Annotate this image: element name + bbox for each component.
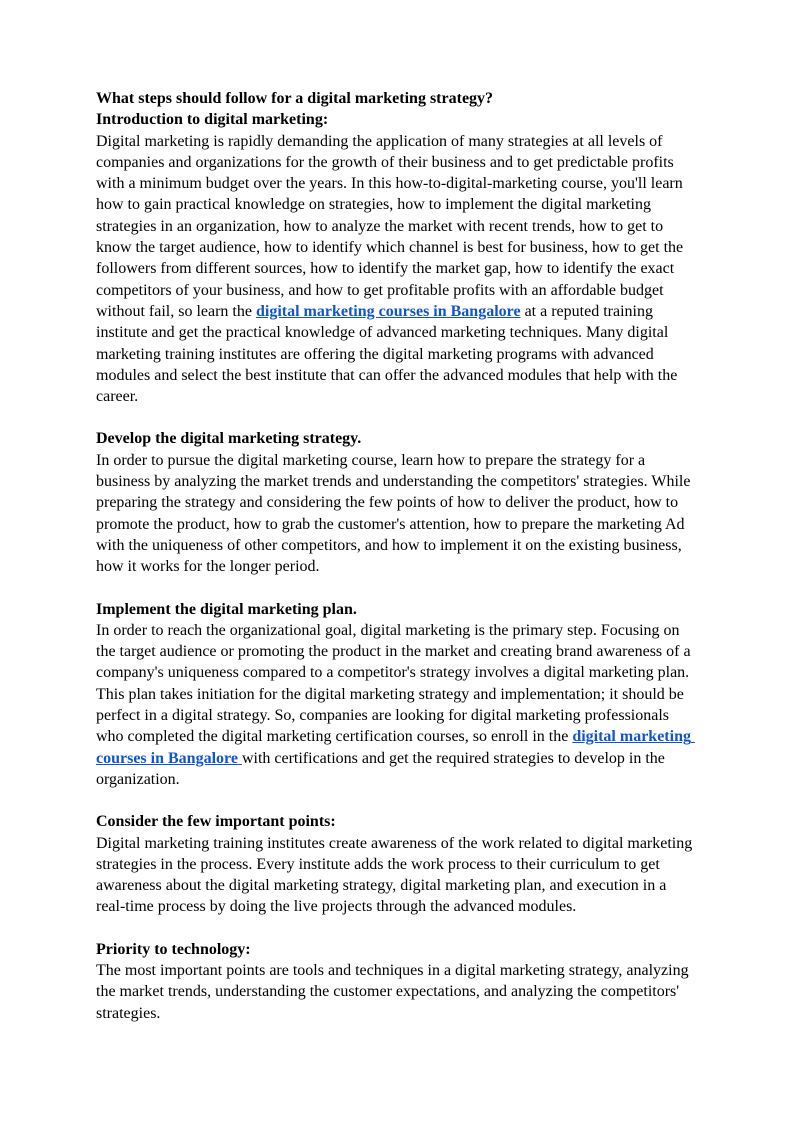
paragraph-text: In order to reach the organizational goal, digital marketing is the primary step. Focusing on the target audience or promoting the product in the market and creating brand awareness of a company's uniqueness compared to a competitor's strategy involves a digital marketing plan. This plan takes initiation for the digital marketing strategy and implementation; it should be perfect in a digital strategy. So, companies are looking for digital marketing professionals who completed the digital marketing certification courses, so enroll in the (96, 621, 691, 746)
paragraph-text: with certifications and get the required strategies to develop in the organization. (96, 749, 665, 788)
paragraph-text: Digital marketing is rapidly demanding the application of many strategies at all levels of companies and organizations for the growth of their business and to get predictable profits with a minimum budget over the years. In this how-to-digital-marketing course, you'll learn how to gain practical knowledge on strategies, how to implement the digital marketing strategies in an organization, how to analyze the market with recent trends, how to get to know the target audience, how to identify which channel is best for business, how to get the followers from different sources, how to identify the market gap, how to identify the exact competitors of your business, and how to get profitable profits with an affordable budget without fail, so learn the (96, 132, 684, 320)
paragraph (96, 620, 696, 790)
section-implement-plan (96, 599, 696, 791)
document-title: What steps should follow for a digital marketing strategy? (96, 90, 494, 107)
link-digital-marketing-courses-bangalore[interactable]: digital marketing courses in Bangalore (96, 728, 695, 767)
paragraph-text: The most important points are tools and techniques in a digital marketing strategy, analyzing the market trends, understanding the customer expectations, and analyzing the competitors' strategies. (96, 961, 689, 1022)
section-heading: Implement the digital marketing plan. (96, 600, 357, 618)
section-heading: Consider the few important points: (96, 813, 336, 831)
paragraph (96, 833, 696, 918)
paragraph (96, 960, 696, 1024)
paragraph (96, 131, 696, 408)
paragraph-text: In order to pursue the digital marketing course, learn how to prepare the strategy for a business by analyzing the market trends and understanding the competitors' strategies. While preparing the strategy and considering the few points of how to deliver the product, how to promote the product, how to grab the customer's attention, how to prepare the marketing Ad with the uniqueness of other competitors, and how to implement it on the existing business, how it works for the longer period. (96, 451, 691, 576)
section-introduction (96, 109, 696, 407)
section-develop-strategy (96, 428, 696, 577)
section-important-points (96, 811, 696, 917)
link-digital-marketing-courses-bangalore[interactable]: digital marketing courses in Bangalore (255, 302, 521, 320)
section-priority-technology (96, 939, 696, 1024)
paragraph-text: Digital marketing training institutes create awareness of the work related to digital marketing strategies in the process. Every institute adds the work process to their curriculum to get awareness about the digital marketing strategy, digital marketing plan, and execution in a real-time process by doing the live projects through the advanced modules. (96, 834, 693, 916)
paragraph-text: at a reputed training institute and get the practical knowledge of advanced marketing techniques. Many digital marketing training institutes are offering the digital marketing programs with advanced modules and select the best institute that can offer the advanced modules that help with the career. (96, 302, 678, 406)
section-heading: Develop the digital marketing strategy. (96, 430, 362, 448)
section-heading: Introduction to digital marketing: (96, 111, 329, 129)
paragraph (96, 450, 696, 578)
section-heading: Priority to technology: (96, 940, 251, 958)
